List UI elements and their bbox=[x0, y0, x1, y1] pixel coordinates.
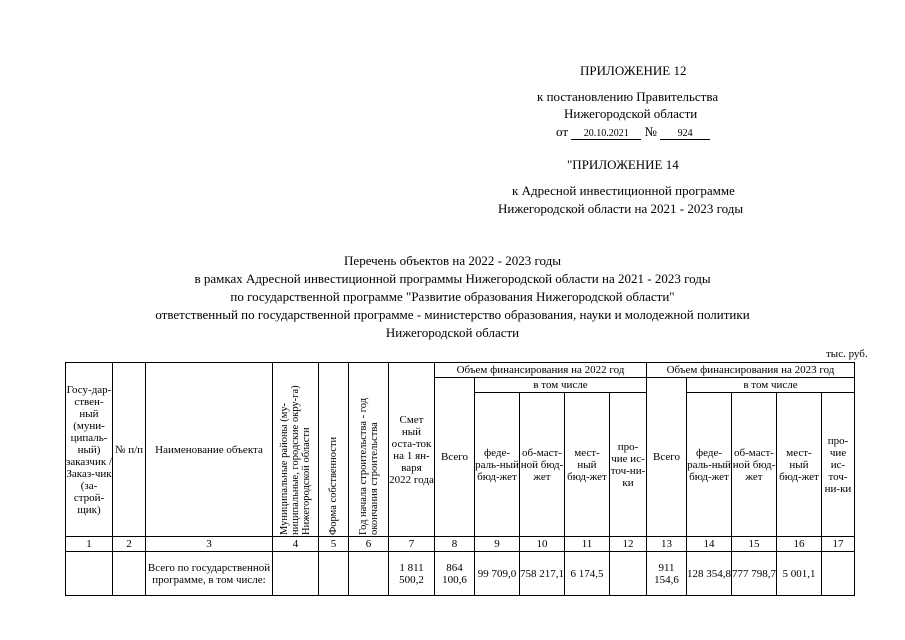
total-2023-federal: 128 354,8 bbox=[687, 552, 732, 596]
program-line-2: Нижегородской области на 2021 - 2023 годы bbox=[498, 201, 744, 216]
column-number: 7 bbox=[389, 537, 435, 552]
header-2023-federal: феде-раль-ный бюд-жет bbox=[687, 393, 732, 537]
from-label: от bbox=[556, 124, 569, 139]
doc-title-line-1: Перечень объектов на 2022 - 2023 годы bbox=[344, 253, 561, 268]
column-number: 4 bbox=[273, 537, 319, 552]
total-row-districts bbox=[273, 552, 319, 596]
total-2022-regional: 758 217,1 bbox=[520, 552, 565, 596]
header-2022-regional: об-маст-ной бюд-жет bbox=[520, 393, 565, 537]
column-number: 9 bbox=[475, 537, 520, 552]
column-number: 11 bbox=[565, 537, 610, 552]
total-row-years bbox=[349, 552, 389, 596]
total-2022-local: 6 174,5 bbox=[565, 552, 610, 596]
header-fin-2022: Объем финансирования на 2022 год bbox=[435, 363, 647, 378]
column-number: 14 bbox=[687, 537, 732, 552]
column-number: 5 bbox=[319, 537, 349, 552]
header-2022-other: про-чие ис-точ-ни-ки bbox=[610, 393, 647, 537]
total-row-num bbox=[113, 552, 146, 596]
header-customer: Госу-дар-ствен-ный (муни-ципаль-ный) заказчик / Заказ-чик (за-строй-щик) bbox=[66, 363, 113, 537]
header-fin-2023: Объем финансирования на 2023 год bbox=[647, 363, 855, 378]
units-label: тыс. руб. bbox=[826, 348, 868, 360]
column-numbers-row bbox=[66, 537, 855, 552]
doc-title-line-2: в рамках Адресной инвестиционной программы Нижегородской области на 2021 - 2023 годы bbox=[194, 271, 711, 286]
number-label: № bbox=[644, 124, 657, 139]
header-2023-local: мест-ный бюд-жет bbox=[777, 393, 822, 537]
column-number: 13 bbox=[647, 537, 687, 552]
header-2022-local: мест-ный бюд-жет bbox=[565, 393, 610, 537]
header-2023-total: Всего bbox=[647, 378, 687, 537]
column-number: 8 bbox=[435, 537, 475, 552]
header-balance: Смет ный оста-ток на 1 ян-варя 2022 года bbox=[389, 363, 435, 537]
appendix-12-title: ПРИЛОЖЕНИЕ 12 bbox=[580, 63, 687, 78]
header-2022-including: в том числе bbox=[475, 378, 647, 393]
total-row-customer bbox=[66, 552, 113, 596]
header-2022-total: Всего bbox=[435, 378, 475, 537]
total-2022-other bbox=[610, 552, 647, 596]
total-2023-other bbox=[822, 552, 855, 596]
resolution-number: 924 bbox=[660, 128, 710, 140]
header-districts: Муниципальные районы (му-ниципальные, городские окру-га) Нижегородской области bbox=[273, 363, 319, 537]
column-number: 12 bbox=[610, 537, 647, 552]
total-2023-local: 5 001,1 bbox=[777, 552, 822, 596]
resolution-line-2: Нижегородской области bbox=[564, 106, 698, 121]
header-name: Наименование объекта bbox=[146, 363, 273, 537]
column-number: 1 bbox=[66, 537, 113, 552]
header-ownership: Форма собственности bbox=[319, 363, 349, 537]
doc-title-line-4: ответственный по государственной программе - министерство образования, науки и молодежной политики bbox=[155, 307, 750, 322]
objects-table bbox=[65, 362, 855, 596]
resolution-date: 20.10.2021 bbox=[571, 128, 641, 140]
column-number: 2 bbox=[113, 537, 146, 552]
column-number: 10 bbox=[520, 537, 565, 552]
column-number: 17 bbox=[822, 537, 855, 552]
header-2022-federal: феде-раль-ный бюд-жет bbox=[475, 393, 520, 537]
doc-title-line-3: по государственной программе "Развитие образования Нижегородской области" bbox=[230, 289, 675, 304]
column-number: 3 bbox=[146, 537, 273, 552]
total-row bbox=[66, 552, 855, 596]
total-row-ownership bbox=[319, 552, 349, 596]
header-years: Год начала строительства - год окончания строительства bbox=[349, 363, 389, 537]
program-line-1: к Адресной инвестиционной программе bbox=[512, 183, 735, 198]
total-2023-regional: 777 798,7 bbox=[732, 552, 777, 596]
column-number: 16 bbox=[777, 537, 822, 552]
resolution-line-1: к постановлению Правительства bbox=[537, 89, 719, 104]
resolution-date-line bbox=[556, 124, 710, 140]
total-row-balance: 1 811 500,2 bbox=[389, 552, 435, 596]
total-2023-total: 911 154,6 bbox=[647, 552, 687, 596]
column-number: 6 bbox=[349, 537, 389, 552]
total-2022-federal: 99 709,0 bbox=[475, 552, 520, 596]
header-2023-other: про-чие ис-точ-ни-ки bbox=[822, 393, 855, 537]
header-2023-regional: об-маст-ной бюд-жет bbox=[732, 393, 777, 537]
total-2022-total: 864 100,6 bbox=[435, 552, 475, 596]
appendix-14-title: "ПРИЛОЖЕНИЕ 14 bbox=[567, 157, 679, 172]
header-num: № п/п bbox=[113, 363, 146, 537]
column-number: 15 bbox=[732, 537, 777, 552]
total-row-name: Всего по государственной программе, в том числе: bbox=[146, 552, 273, 596]
header-2023-including: в том числе bbox=[687, 378, 855, 393]
doc-title-line-5: Нижегородской области bbox=[385, 325, 520, 340]
